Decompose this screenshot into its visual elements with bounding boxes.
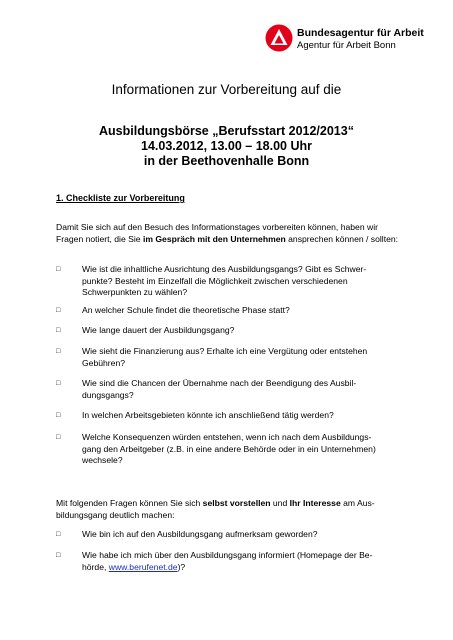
checklist-item-text: Wie ist die inhaltliche Ausrichtung des Ausbildungsgangs? Gibt es Schwer- punkte? Besteht im Einzelfall die Möglichkeit zwischen verschiedenen Schwerpunkten zu wählen? — [82, 264, 367, 297]
intro-paragraph: Damit Sie sich auf den Besuch des Informationstages vorbereiten können, haben wir Fragen notiert, die Sie im Gespräch mit den Unternehmen ansprechen können / sollten: — [56, 222, 399, 244]
checkbox-icon: □ — [56, 434, 61, 441]
checklist-item-text: In welchen Arbeitsgebieten könnte ich anschließend tätig werden? — [82, 410, 334, 420]
checkbox-icon: □ — [56, 552, 61, 559]
event-date-time: 14.03.2012, 13.00 – 18.00 Uhr — [141, 139, 312, 153]
checkbox-icon: □ — [56, 531, 61, 538]
checkbox-icon: □ — [56, 266, 61, 273]
checkbox-icon: □ — [56, 380, 61, 387]
agency-logo-icon — [265, 24, 293, 52]
checklist-item-text: Wie bin ich auf den Ausbildungsgang aufmerksam geworden? — [82, 529, 318, 539]
checklist-item-text: An welcher Schule findet die theoretische Phase statt? — [82, 305, 290, 315]
document-title: Informationen zur Vorbereitung auf die — [111, 82, 342, 97]
checkbox-icon: □ — [56, 307, 61, 314]
checklist-item-text: Wie sind die Chancen der Übernahme nach der Beendigung des Ausbil- dungsgangs? — [82, 378, 357, 400]
org-sub: Agentur für Arbeit Bonn — [297, 40, 396, 51]
checklist-item-text: Wie sieht die Finanzierung aus? Erhalte ich eine Vergütung oder entstehen Gebühren? — [82, 346, 368, 368]
checkbox-icon: □ — [56, 348, 61, 355]
agency-logo — [265, 24, 424, 54]
intro-paragraph-2: Mit folgenden Fragen können Sie sich selbst vorstellen und Ihr Interesse am Aus- bildungsgang deutlich machen: — [56, 498, 375, 520]
berufenet-link[interactable]: www.berufenet.de — [108, 561, 178, 572]
checklist-item-text: Wie habe ich mich über den Ausbildungsgang informiert (Homepage der Be- hörde, www.berufenet.de)? — [82, 550, 373, 572]
event-name: Ausbildungsbörse „Berufsstart 2012/2013“ — [99, 124, 354, 138]
event-location: in der Beethovenhalle Bonn — [143, 154, 310, 168]
checklist-item-text: Wie lange dauert der Ausbildungsgang? — [82, 325, 235, 335]
checkbox-icon: □ — [56, 412, 61, 419]
org-name: Bundesagentur für Arbeit — [297, 27, 424, 39]
checklist-item-text: Welche Konsequenzen würden entstehen, wenn ich nach dem Ausbildungs- gang den Arbeitgeber (z.B. in eine andere Behörde oder in ein Unternehmen) wechsele? — [82, 432, 376, 465]
checkbox-icon: □ — [56, 327, 61, 334]
section-heading: 1. Checkliste zur Vorbereitung — [56, 193, 185, 203]
event-subtitle — [0, 124, 453, 169]
